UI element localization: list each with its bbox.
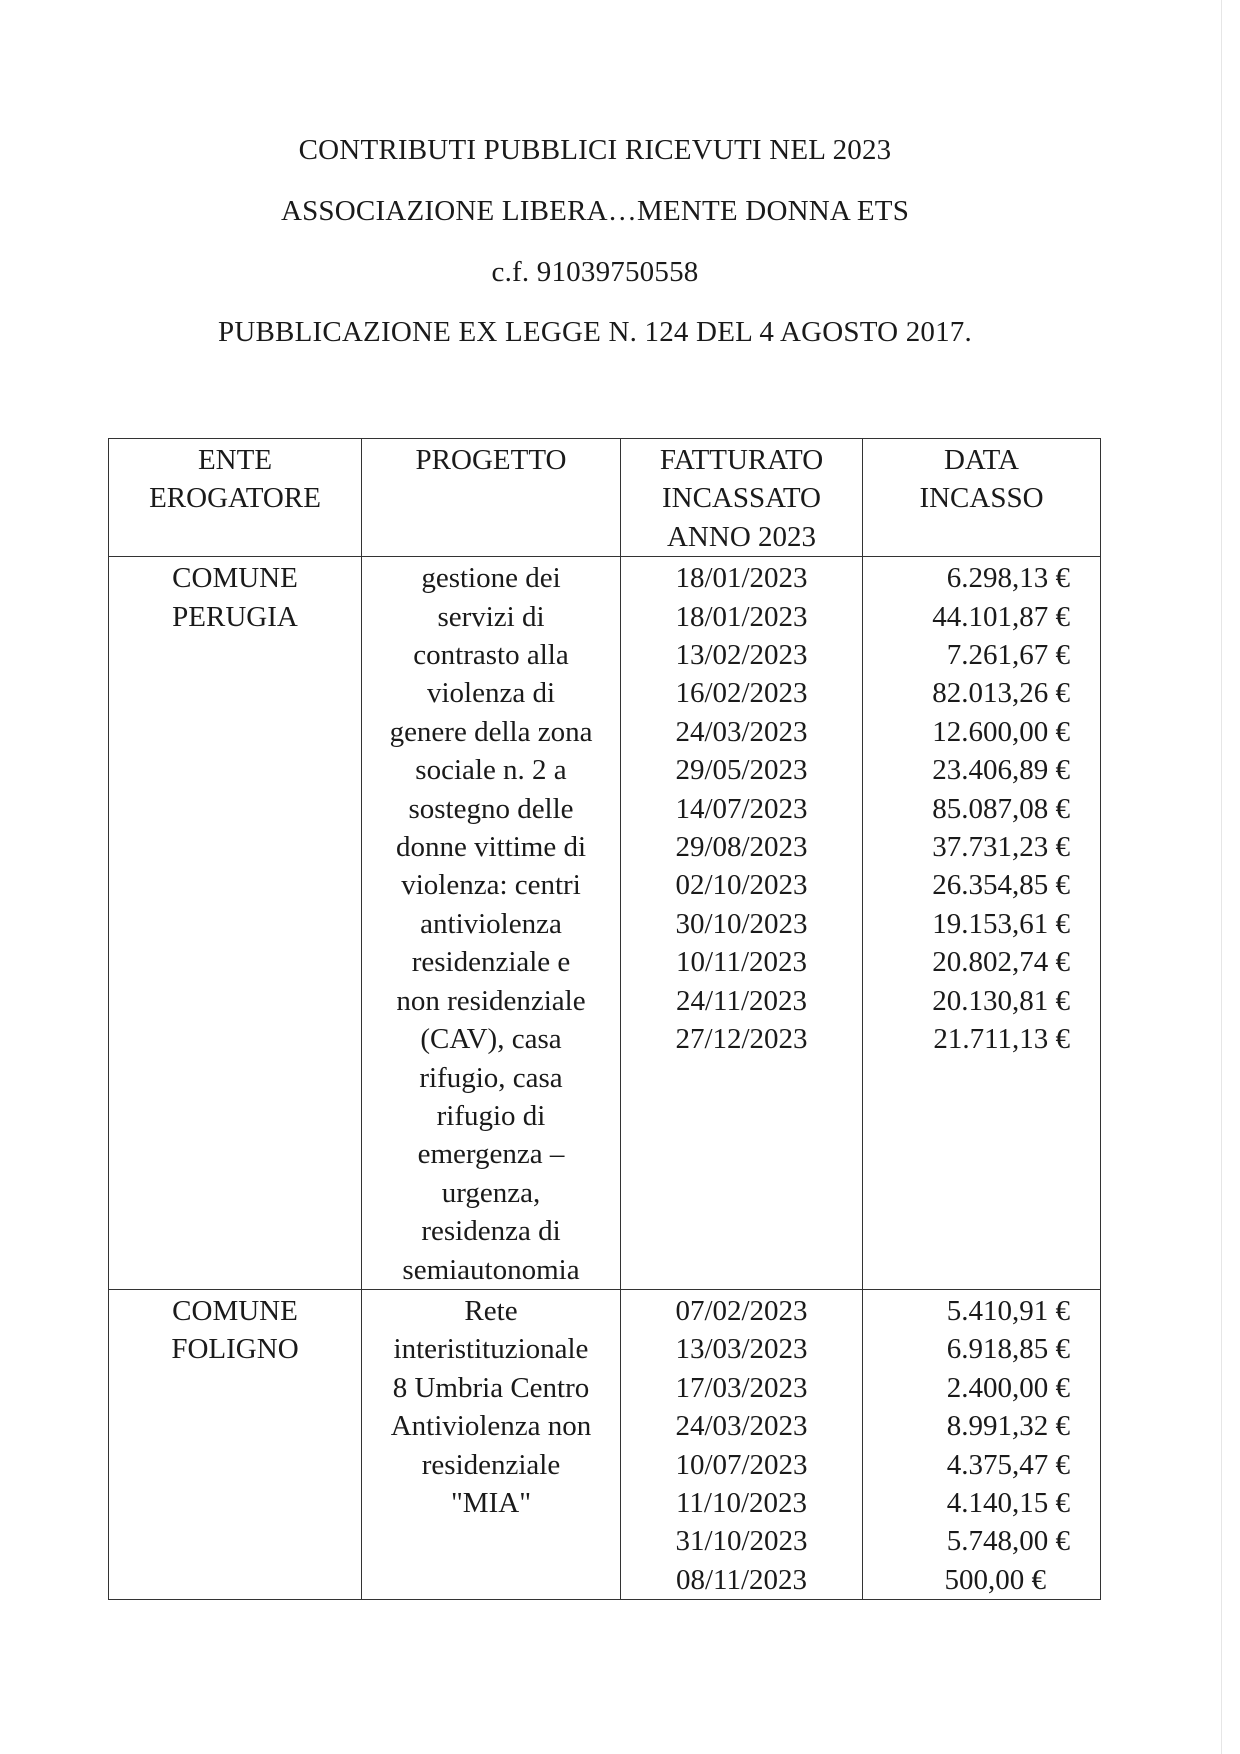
document-title: CONTRIBUTI PUBBLICI RICEVUTI NEL 2023: [298, 134, 892, 166]
progetto-line: genere della zona: [389, 715, 593, 748]
payment-amount: 12.600,00 €: [932, 715, 1070, 748]
progetto-line: residenza di: [421, 1215, 561, 1248]
payment-amount: 8.991,32 €: [946, 1410, 1070, 1443]
progetto-lines: [362, 557, 620, 1289]
payment-amount: 20.802,74 €: [932, 946, 1070, 979]
payment-date: 17/03/2023: [675, 1371, 808, 1404]
progetto-line: violenza: centri: [401, 869, 581, 902]
payment-date: 24/03/2023: [675, 1410, 808, 1443]
payment-date: 24/11/2023: [675, 984, 808, 1017]
progetto-line: Rete: [464, 1294, 518, 1327]
association-name: ASSOCIAZIONE LIBERA…MENTE DONNA ETS: [280, 195, 910, 227]
cell-dates: [621, 557, 863, 1290]
ente-lines: [109, 557, 361, 636]
progetto-line: contrasto alla: [413, 639, 569, 672]
progetto-line: (CAV), casa: [420, 1023, 562, 1056]
table-header-row: [109, 439, 1101, 557]
payment-amount: 6.918,85 €: [946, 1333, 1070, 1366]
ente-line: PERUGIA: [172, 600, 298, 633]
progetto-line: Antiviolenza non: [390, 1410, 592, 1443]
payment-date: 14/07/2023: [675, 792, 808, 825]
progetto-line: semiautonomia: [402, 1253, 580, 1286]
cell-progetto: [362, 557, 621, 1290]
date-lines: [621, 1290, 862, 1599]
payment-amount: 5.410,91 €: [946, 1294, 1070, 1327]
payment-amount: 44.101,87 €: [932, 600, 1070, 633]
payment-amount: 5.748,00 €: [946, 1525, 1070, 1558]
payment-date: 31/10/2023: [675, 1525, 808, 1558]
progetto-lines: [362, 1290, 620, 1522]
payment-date: 24/03/2023: [675, 715, 808, 748]
payment-amount: 19.153,61 €: [932, 907, 1070, 940]
amount-lines: [863, 1290, 1100, 1599]
progetto-line: rifugio di: [436, 1099, 546, 1132]
header-data-incasso: [863, 439, 1101, 557]
payment-date: 13/03/2023: [675, 1333, 808, 1366]
progetto-line: urgenza,: [441, 1176, 541, 1209]
header-fatturato-text: [621, 439, 862, 556]
payment-amount: 2.400,00 €: [946, 1371, 1070, 1404]
header-text-line: FATTURATO: [659, 444, 824, 476]
header-text-line: DATA: [943, 444, 1019, 476]
progetto-line: donne vittime di: [395, 831, 587, 864]
header-progetto-text: [362, 439, 620, 479]
header-progetto: [362, 439, 621, 557]
payment-amount: 82.013,26 €: [932, 677, 1070, 710]
date-lines: [621, 557, 862, 1058]
payment-amount: 85.087,08 €: [932, 792, 1070, 825]
payment-date: 16/02/2023: [675, 677, 808, 710]
payment-date: 30/10/2023: [675, 907, 808, 940]
payment-amount: 23.406,89 €: [932, 754, 1070, 787]
payment-date: 29/08/2023: [675, 831, 808, 864]
cell-progetto: [362, 1289, 621, 1599]
payment-date: 18/01/2023: [675, 562, 808, 595]
payment-date: 29/05/2023: [675, 754, 808, 787]
progetto-line: sostegno delle: [408, 792, 574, 825]
payment-date: 27/12/2023: [675, 1023, 808, 1056]
cell-amounts: [863, 557, 1101, 1290]
payment-date: 07/02/2023: [675, 1294, 808, 1327]
payment-amount: 37.731,23 €: [932, 831, 1070, 864]
ente-line: COMUNE: [172, 562, 298, 595]
header-text-line: INCASSATO: [661, 482, 821, 515]
table-row: [109, 557, 1101, 1290]
payment-amount: 20.130,81 €: [932, 984, 1070, 1017]
payment-amount: 4.375,47 €: [946, 1448, 1070, 1481]
publication-reference: PUBBLICAZIONE EX LEGGE N. 124 DEL 4 AGOSTO 2017.: [218, 316, 972, 348]
payment-date: 10/07/2023: [675, 1448, 808, 1481]
payment-date: 11/10/2023: [675, 1486, 808, 1519]
progetto-line: residenziale e: [411, 946, 571, 979]
header-text-line: PROGETTO: [415, 444, 567, 476]
cell-ente: [109, 1289, 362, 1599]
header-fatturato: [621, 439, 863, 557]
progetto-line: interistituzionale: [393, 1333, 589, 1366]
cell-dates: [621, 1289, 863, 1599]
ente-line: FOLIGNO: [171, 1333, 299, 1366]
header-text-line: ANNO 2023: [666, 520, 817, 553]
header-text-line: INCASSO: [919, 482, 1044, 515]
payment-amount: 7.261,67 €: [946, 639, 1070, 672]
payment-date: 18/01/2023: [675, 600, 808, 633]
progetto-line: rifugio, casa: [419, 1061, 563, 1094]
progetto-line: emergenza –: [417, 1138, 565, 1171]
progetto-line: antiviolenza: [420, 907, 562, 940]
header-data-text: [863, 439, 1100, 518]
payment-date: 13/02/2023: [675, 639, 808, 672]
payment-amount: 4.140,15 €: [946, 1486, 1070, 1519]
progetto-line: servizi di: [437, 600, 545, 633]
progetto-line: non residenziale: [396, 984, 586, 1017]
table-row: [109, 1289, 1101, 1599]
ente-lines: [109, 1290, 361, 1369]
progetto-line: violenza di: [426, 677, 556, 710]
payment-amount: 26.354,85 €: [932, 869, 1070, 902]
contributions-table: [108, 438, 1101, 1600]
progetto-line: "MIA": [450, 1486, 532, 1519]
payment-amount: 500,00 €: [944, 1563, 1046, 1596]
amount-lines: [863, 557, 1100, 1058]
payment-amount: 21.711,13 €: [933, 1023, 1070, 1056]
header-ente-text: [109, 439, 361, 518]
progetto-line: sociale n. 2 a: [415, 754, 567, 787]
header-ente-erogatore: [109, 439, 362, 557]
document-header: [0, 134, 1190, 348]
progetto-line: residenziale: [421, 1448, 561, 1481]
progetto-line: 8 Umbria Centro: [392, 1371, 590, 1404]
progetto-line: gestione dei: [421, 562, 561, 595]
payment-amount: 6.298,13 €: [946, 562, 1070, 595]
cell-ente: [109, 557, 362, 1290]
header-text-line: ENTE: [197, 444, 273, 476]
payment-date: 10/11/2023: [675, 946, 808, 979]
header-text-line: EROGATORE: [149, 482, 321, 515]
page-edge-line: [1221, 0, 1222, 1754]
tax-code: c.f. 91039750558: [491, 256, 699, 288]
cell-amounts: [863, 1289, 1101, 1599]
payment-date: 08/11/2023: [675, 1563, 808, 1596]
ente-line: COMUNE: [172, 1294, 298, 1327]
payment-date: 02/10/2023: [675, 869, 808, 902]
